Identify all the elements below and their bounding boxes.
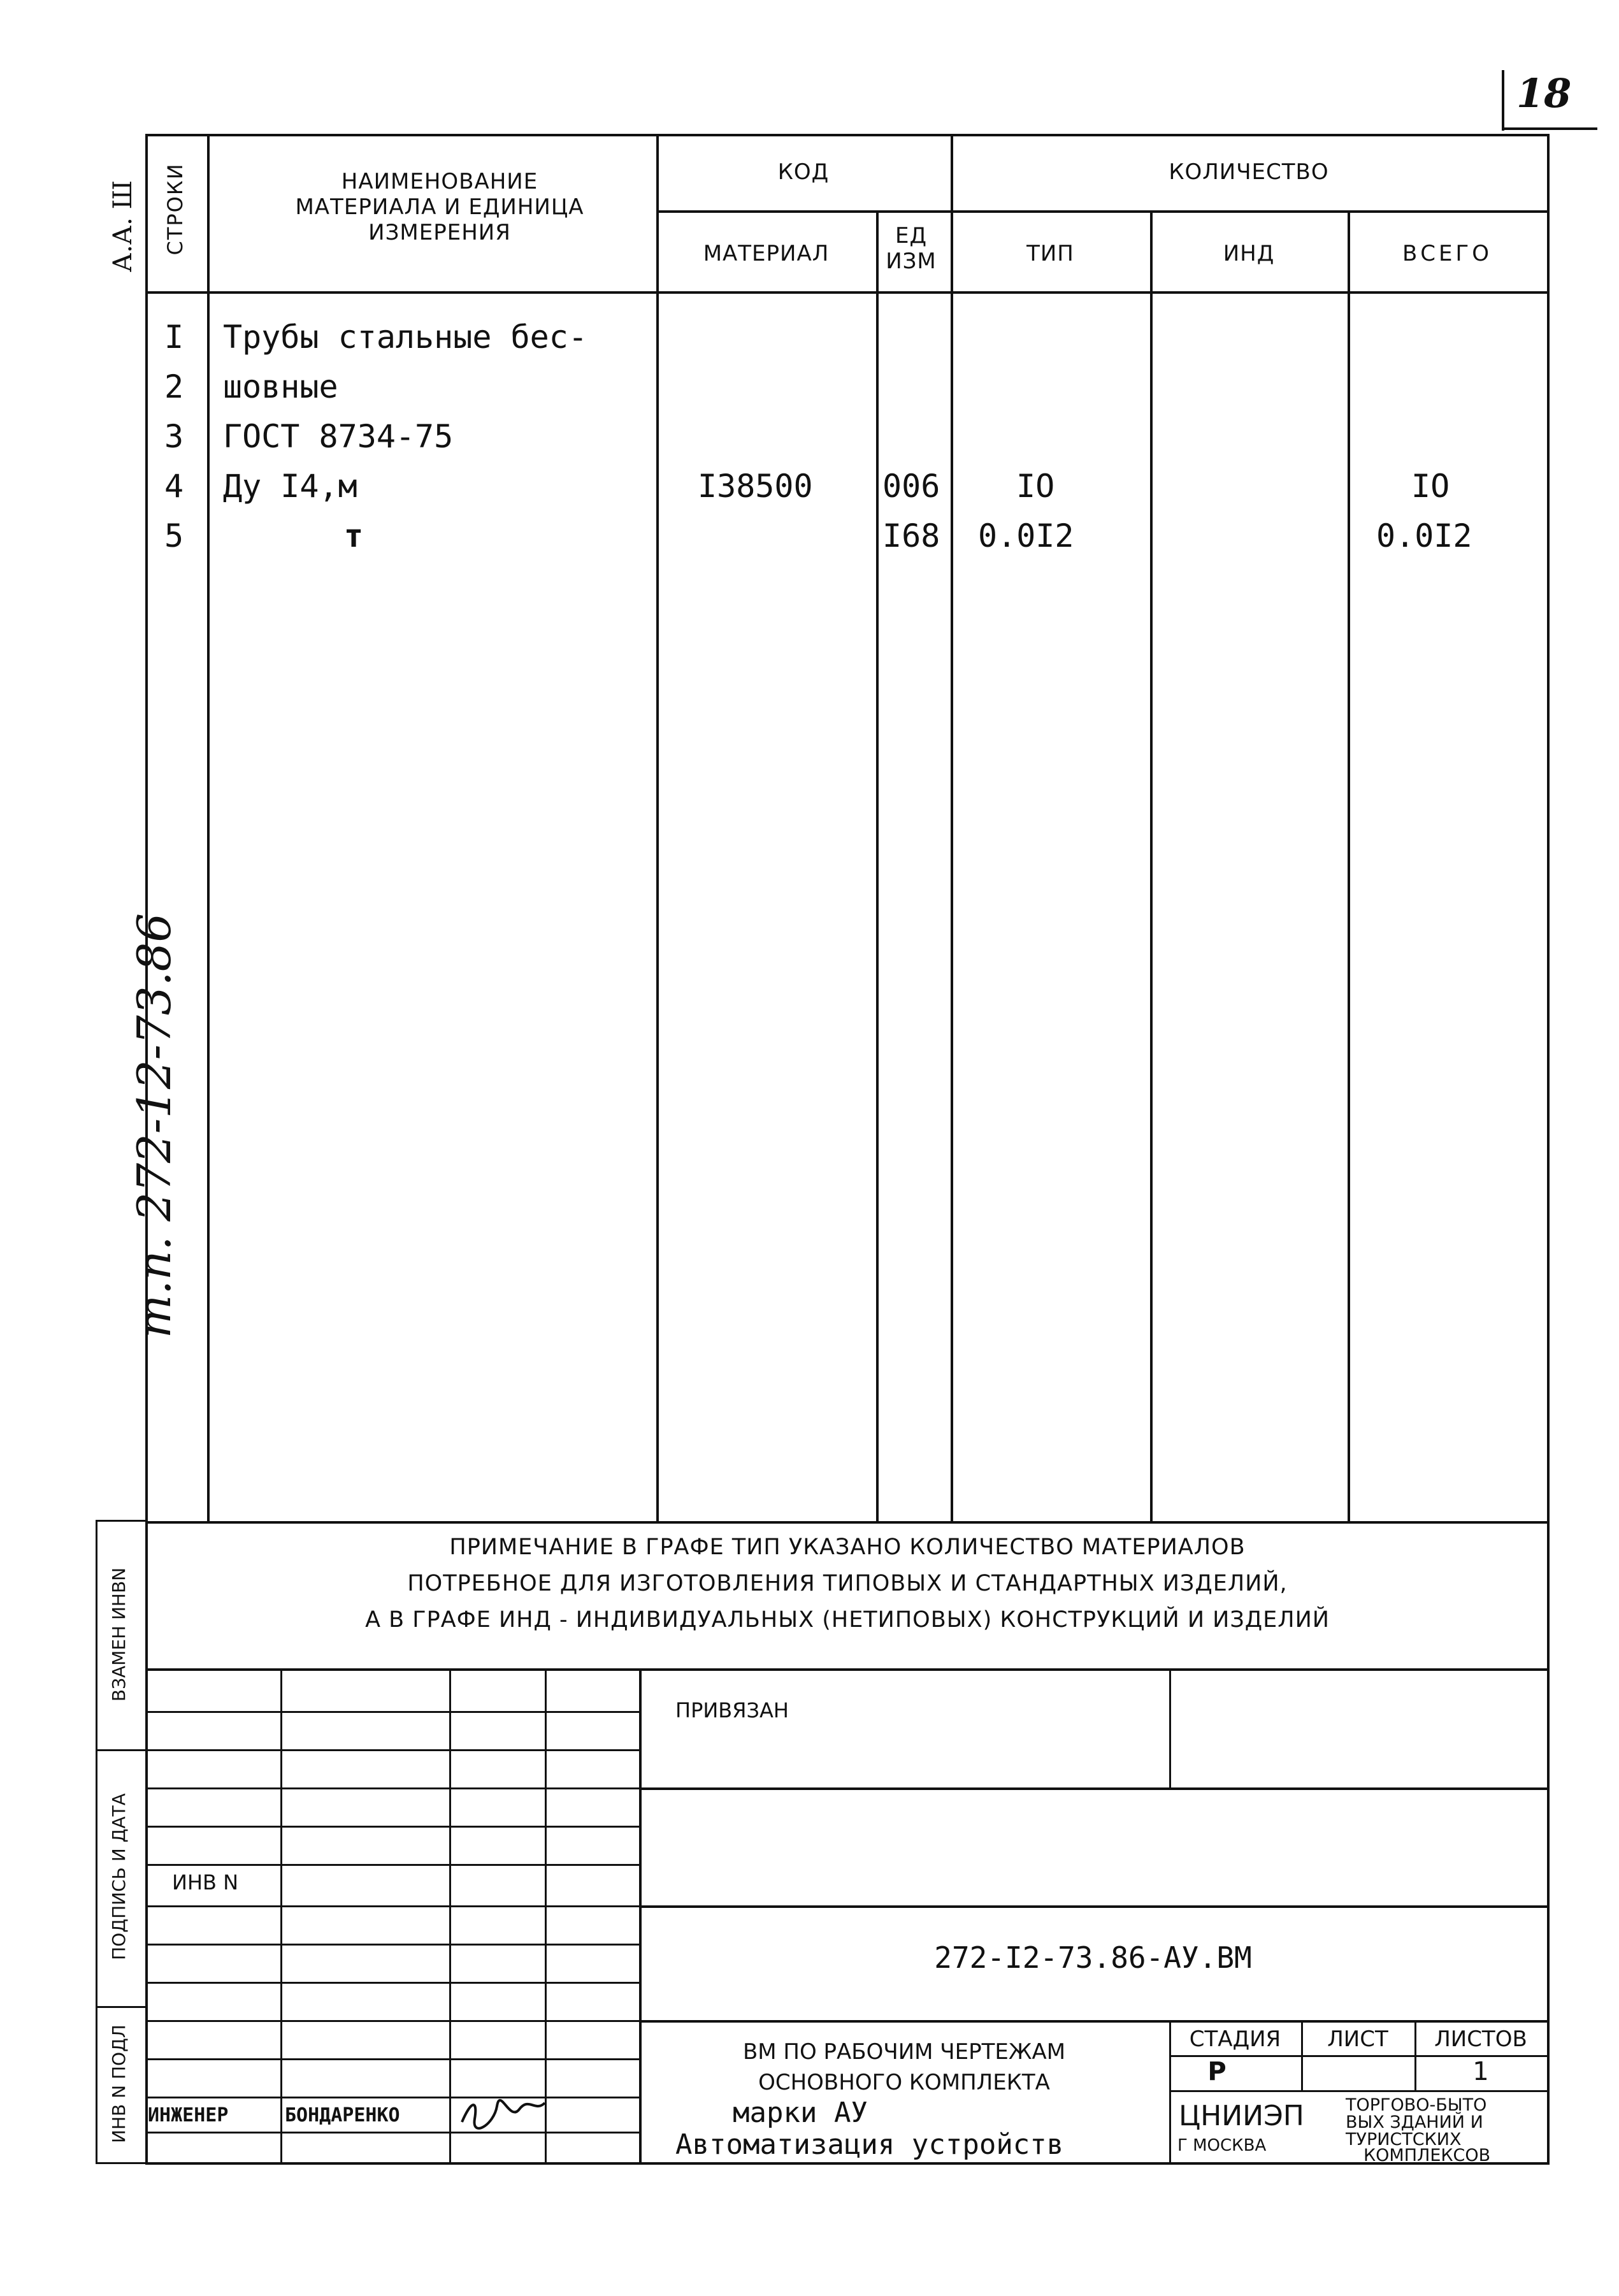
organization-desc-3: ТУРИСТСКИХ: [1346, 2130, 1462, 2149]
row-total: IO: [1411, 468, 1450, 505]
row-number: 3: [164, 418, 184, 455]
sheet-label: ЛИСТ: [1327, 2026, 1388, 2052]
organization-desc-2: ВЫХ ЗДАНИЙ И: [1346, 2112, 1483, 2132]
row-type: IO: [1016, 468, 1055, 505]
role-engineer: ИНЖЕНЕР: [148, 2104, 229, 2126]
header-ind: ИНД: [1223, 241, 1275, 266]
organization-name: ЦНИИЭП: [1179, 2100, 1304, 2132]
organization-city: Г МОСКВА: [1177, 2136, 1267, 2155]
header-material: МАТЕРИАЛ: [703, 241, 830, 266]
row-name: шовные: [223, 368, 338, 405]
row-name: Трубы стальные бес-: [223, 319, 587, 356]
title-line-1: ВМ ПО РАБОЧИМ ЧЕРТЕЖАМ: [742, 2039, 1066, 2065]
header-type: ТИП: [1026, 241, 1074, 266]
sheet-number: 18: [1516, 70, 1572, 117]
note-line-3: А В ГРАФЕ ИНД - ИНДИВИДУАЛЬНЫХ (НЕТИПОВЫХ) КОНСТРУКЦИЙ И ИЗДЕЛИЙ: [365, 1607, 1330, 1633]
row-name: т: [344, 517, 364, 554]
stage-label: СТАДИЯ: [1189, 2026, 1281, 2052]
header-code: КОД: [777, 159, 830, 185]
side-document-code: т.п. 272-12-73.86: [127, 913, 181, 1338]
organization-desc-4: КОМПЛЕКСОВ: [1364, 2146, 1491, 2165]
row-unit: I68: [882, 517, 940, 554]
sheets-label: ЛИСТОВ: [1434, 2026, 1527, 2052]
title-line-2: ОСНОВНОГО КОМПЛЕКТА: [758, 2070, 1050, 2095]
side-label-inv-podl: ИНВ N ПОДЛ: [108, 2025, 129, 2143]
stage-value: Р: [1207, 2057, 1227, 2086]
row-number: I: [164, 319, 184, 356]
signature-mark: [459, 2093, 548, 2132]
header-name: НАИМЕНОВАНИЕ МАТЕРИАЛА И ЕДИНИЦА ИЗМЕРЕНИЯ: [295, 169, 584, 245]
row-number: 5: [164, 517, 184, 554]
inv-n-label: ИНВ N: [172, 1870, 239, 1895]
header-quantity: КОЛИЧЕСТВО: [1169, 159, 1329, 185]
header-total: ВСЕГО: [1402, 241, 1493, 266]
row-unit: 006: [882, 468, 940, 505]
organization-desc-1: ТОРГОВО-БЫТО: [1346, 2095, 1487, 2115]
person-name: БОНДАРЕНКО: [285, 2104, 400, 2126]
sheets-value: 1: [1472, 2057, 1489, 2086]
header-unit: ЕД ИЗМ: [886, 223, 937, 274]
title-line-4: Автоматизация устройств: [675, 2128, 1064, 2161]
note-line-2: ПОТРЕБНОЕ ДЛЯ ИЗГОТОВЛЕНИЯ ТИПОВЫХ И СТАНДАРТНЫХ ИЗДЕЛИЙ,: [407, 1571, 1288, 1596]
corner-mark: А.А. Ш: [108, 180, 138, 273]
sheet-number-underline: [1502, 127, 1597, 130]
row-total: 0.0I2: [1376, 517, 1472, 554]
sheet-number-divider: [1502, 70, 1504, 131]
side-label-podpis: ПОДПИСЬ И ДАТА: [108, 1793, 129, 1960]
row-name: ГОСТ 8734-75: [223, 418, 454, 455]
note-line-1: ПРИМЕЧАНИЕ В ГРАФЕ ТИП УКАЗАНО КОЛИЧЕСТВО МАТЕРИАЛОВ: [449, 1534, 1246, 1560]
privyazan-label: ПРИВЯЗАН: [675, 1698, 789, 1722]
row-name: Ду I4,м: [223, 468, 357, 505]
document-code: 272-I2-73.86-АУ.ВМ: [934, 1940, 1252, 1975]
title-line-3: марки АУ: [733, 2097, 868, 2129]
header-rows: СТРОКИ: [163, 162, 187, 256]
side-label-vzamen: ВЗАМЕН ИНВN: [108, 1567, 129, 1702]
row-type: 0.0I2: [978, 517, 1074, 554]
row-number: 2: [164, 368, 184, 405]
row-number: 4: [164, 468, 184, 505]
row-material: I38500: [698, 468, 813, 505]
